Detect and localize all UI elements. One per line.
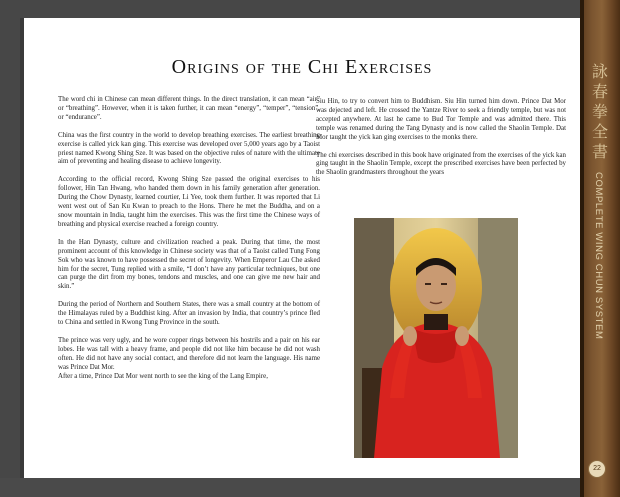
paragraph: Siu Hin, to try to convert him to Buddhism. Siu Hin turned him down. Prince Dat Mor was dejected and left. He crossed the Yantze River to seek a friendly temple, but was not accepted anywhere. At last he came to Bud Tor Temple and was admitted there. This temple was renamed during the Tang Dynasty and is now called the Shaolin Temple. Dat Mor taught the yick kan ging exercises to the monks there. (316, 98, 566, 141)
page-title: Origins of the Chi Exercises (171, 56, 433, 78)
master-photo (354, 218, 518, 458)
left-column (58, 96, 320, 390)
paragraph: China was the first country in the world to develop breathing exercises. The earliest breathing exercise is called yick kan ging. This exercise was developed over 5,000 years ago by a Taoist priest named Kwong Shing Sze. It was based on the objective rules of nature with the ultimate aim of preventing and healing disease to achieve longevity. (58, 131, 320, 166)
viewer-frame-bottom (0, 478, 620, 497)
right-column (316, 98, 566, 187)
paragraph: In the Han Dynasty, culture and civilization reached a peak. During that time, the most prominent account of this knowledge in Chinese society was that of a Taoist called Tung Fong Sok who was known to have possessed the secret of longevity. When Emperor Lau Che asked him for the secret, Tung replied with a smile, “I don’t have any particular techniques, but one can purge the dirt from my bones, tendons and muscles, and one can give me new hair and skin.” (58, 238, 320, 291)
paragraph: According to the official record, Kwong Shing Sze passed the original exercises to his follower, Hin Tan Hwang, who handed them down in his family generation after generation. During the Chow Dynasty, learned courtier, Li Yee, took them further. It was reported that Li went west out of San Ku Kwan to preach to the Hons. There he met the Buddha, and on a snow mountain in India, taught him the exercises. This was the first time the Chinese ways of breathing and physical exercise reached a foreign country. (58, 176, 320, 228)
book-page (24, 18, 580, 478)
viewer-frame-top (0, 0, 620, 18)
spine-series-title: COMPLETE WING CHUN SYSTEM (593, 172, 604, 340)
spine-edge (580, 0, 584, 497)
viewer-frame-left (0, 0, 20, 497)
paragraph: The chi exercises described in this book have originated from the exercises of the yick kan ging taught in the Shaolin Temple, except the prescribed exercises have been perfected by the Shaolin grandmasters throughout the years (316, 151, 566, 177)
spine-character: 全 (591, 122, 608, 141)
spine-chinese-title (586, 62, 614, 162)
spine-character: 書 (591, 142, 608, 161)
spine-character: 詠 (591, 62, 608, 81)
page-number-badge: 22 (588, 460, 606, 478)
paragraph: During the period of Northern and Southern States, there was a small country at the bottom of the Himalayas ruled by a Buddhist king. After an invasion by India, that country’s prince fled to China and settled in Kwong Tung Province in the south. (58, 301, 320, 327)
spine-character: 拳 (591, 102, 608, 121)
spine-character: 春 (591, 82, 608, 101)
paragraph: The word chi in Chinese can mean different things. In the direct translation, it can mean “air” or “breathing”. However, when it is taken further, it can mean “energy”, “temper”, “tension”, or “endurance”. (58, 96, 320, 121)
paragraph: The prince was very ugly, and he wore copper rings between his hostrils and a pair on his ear lobes. He was tall with a heavy frame, and people did not like him because he did not wash often. He did not have any social contact, and therefore did not learn the language. His name was Prince Dat Mor. After a time, Prince Dat Mor went north to see the king of the Lang Empire, (58, 336, 320, 380)
